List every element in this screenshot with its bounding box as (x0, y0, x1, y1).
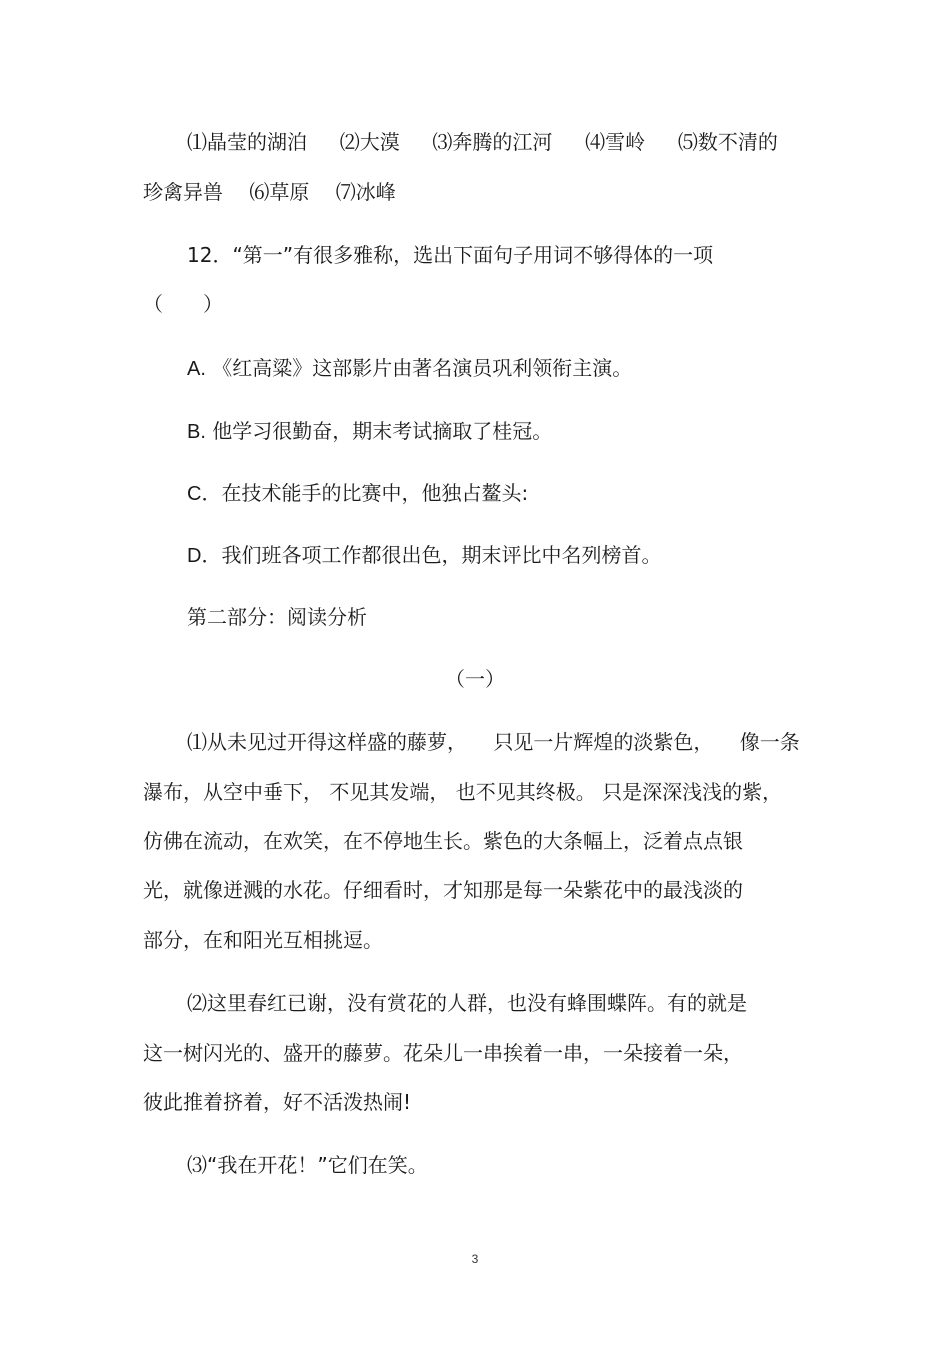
option-a (187, 354, 632, 383)
passage-p3-line-1: ⑶“我在开花！”它们在笑。 (187, 1153, 428, 1177)
option-letter: A. (187, 358, 206, 380)
option-d (187, 541, 661, 570)
option-c (187, 479, 528, 508)
option-b (187, 417, 552, 446)
question-stem: 12．“第一”有很多雅称，选出下面句子用词不够得体的一项 (187, 243, 714, 267)
subsection-title: （一） (445, 667, 505, 691)
option-letter: B. (187, 421, 206, 443)
passage-p2-line-2: 这一树闪光的、盛开的藤萝。花朵儿一串挨着一串，一朵接着一朵， (143, 1041, 743, 1065)
passage-p1-line-5: 部分，在和阳光互相挑逗。 (143, 928, 383, 952)
option-text: 他学习很勤奋，期末考试摘取了桂冠。 (205, 419, 553, 443)
option-text: 我们班各项工作都很出色，期末评比中名列榜首。 (221, 543, 662, 567)
option-letter: C． (187, 483, 222, 505)
page-number: 3 (471, 1252, 479, 1266)
passage-p1-line-4: 光，就像迸溅的水花。仔细看时，才知那是每一朵紫花中的最浅淡的 (143, 878, 743, 902)
list-line-1: ⑴晶莹的湖泊 ⑵大漠 ⑶奔腾的江河 ⑷雪岭 ⑸数不清的 (187, 130, 778, 154)
passage-p1-line-2: 瀑布，从空中垂下， 不见其发端， 也不见其终极。 只是深深浅浅的紫， (143, 780, 783, 804)
passage-p2-line-1: ⑵这里春红已谢，没有赏花的人群，也没有蜂围蝶阵。有的就是 (187, 991, 747, 1015)
answer-bracket: （ ） (143, 292, 223, 316)
option-text: 在技术能手的比赛中，他独占鳌头: (221, 481, 529, 505)
passage-p1-line-3: 仿佛在流动，在欢笑，在不停地生长。紫色的大条幅上，泛着点点银 (143, 829, 743, 853)
list-line-2: 珍禽异兽 ⑹草原 ⑺冰峰 (143, 180, 396, 204)
passage-p2-line-3: 彼此推着挤着，好不活泼热闹! (143, 1090, 412, 1114)
passage-p1-line-1: ⑴从未见过开得这样盛的藤萝， 只见一片辉煌的淡紫色， 像一条 (187, 730, 800, 754)
option-letter: D． (187, 545, 222, 567)
section-title: 第二部分：阅读分析 (187, 605, 367, 629)
option-text: 《红高粱》这部影片由著名演员巩利领衔主演。 (205, 356, 633, 380)
